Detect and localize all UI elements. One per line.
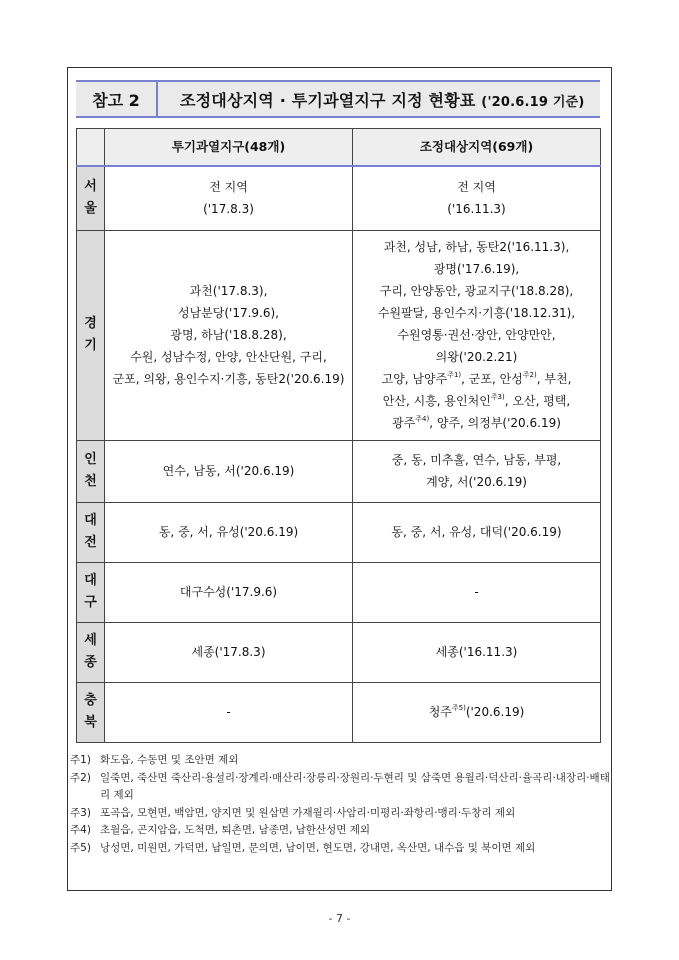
table-row xyxy=(77,166,601,230)
footnote-ref: 주2) xyxy=(522,371,537,379)
adjustment-cell xyxy=(353,682,601,742)
cell-text: , 오산, 평택, xyxy=(504,394,571,408)
region-char: 천 xyxy=(84,474,97,489)
footnote-ref: 주5) xyxy=(451,704,466,712)
footnote-item xyxy=(70,752,610,770)
region-char: 북 xyxy=(84,715,97,730)
cell-text: , 군포, 안성 xyxy=(461,372,523,386)
table-row xyxy=(77,502,601,562)
region-char: 세 xyxy=(84,633,97,648)
region-char: 기 xyxy=(84,338,97,353)
cell-line: ('16.11.3) xyxy=(447,202,506,217)
region-char: 전 xyxy=(84,535,97,550)
region-char: 울 xyxy=(84,201,97,217)
cell-line: - xyxy=(474,585,479,599)
region-cell-seoul xyxy=(77,166,105,230)
footnote-number: 주2) xyxy=(70,771,91,784)
cell-line: 구리, 안양동안, 광교지구('18.8.28), xyxy=(379,284,574,298)
table-row xyxy=(77,682,601,742)
cell-line: 광명, 하남('18.8.28), xyxy=(170,328,287,342)
adjustment-cell xyxy=(353,502,601,562)
speculation-cell xyxy=(105,440,353,502)
cell-line xyxy=(357,390,596,412)
col-header-adjustment: 조정대상지역(69개) xyxy=(353,129,601,167)
region-cell-daejeon xyxy=(77,502,105,562)
footnote-item xyxy=(70,822,610,840)
designation-table xyxy=(76,128,601,743)
adjustment-cell xyxy=(353,230,601,440)
corner-cell xyxy=(77,129,105,167)
cell-line: 중, 동, 미추홀, 연수, 남동, 부평, xyxy=(391,453,562,467)
cell-line xyxy=(357,368,596,390)
table-header-row xyxy=(77,129,601,167)
page-title xyxy=(158,88,585,111)
footnote-ref: 주4) xyxy=(415,415,430,423)
table-row xyxy=(77,622,601,682)
footnote-item xyxy=(70,770,610,805)
region-cell-sejong xyxy=(77,622,105,682)
reference-label: 참고 2 xyxy=(76,82,158,116)
cell-line: - xyxy=(226,705,231,719)
speculation-cell xyxy=(105,682,353,742)
region-cell-gyeonggi xyxy=(77,230,105,440)
adjustment-cell xyxy=(353,562,601,622)
region-char: 충 xyxy=(84,693,97,708)
col-header-speculation: 투기과열지구(48개) xyxy=(105,129,353,167)
cell-line: 연수, 남동, 서('20.6.19) xyxy=(162,464,295,478)
footnote-text: 화도읍, 수동면 및 조안면 제외 xyxy=(100,754,239,766)
footnote-item xyxy=(70,840,610,858)
cell-text: , 양주, 의정부('20.6.19) xyxy=(429,416,561,430)
speculation-cell xyxy=(105,622,353,682)
cell-line: 광명('17.6.19), xyxy=(433,262,520,276)
region-char: 경 xyxy=(84,316,97,331)
table-row xyxy=(77,440,601,502)
region-char: 구 xyxy=(84,595,97,610)
speculation-cell xyxy=(105,502,353,562)
region-char: 서 xyxy=(84,179,97,195)
cell-text: 고양, 남양주 xyxy=(381,372,448,386)
cell-line: 성남분당('17.9.6), xyxy=(177,306,279,320)
title-date: ('20.6.19 기준) xyxy=(481,94,585,110)
footnote-number: 주4) xyxy=(70,824,91,837)
cell-line: 수원영통·권선·장안, 안양만안, xyxy=(397,328,556,342)
cell-line xyxy=(357,701,596,723)
cell-line: 과천, 성남, 하남, 동탄2('16.11.3), xyxy=(383,240,570,254)
cell-line: 수원팔달, 용인수지·기흥('18.12.31), xyxy=(377,306,576,320)
footnote-text: 일죽면, 죽산면 죽산리·용설리·장계리·매산리·장릉리·장원리·두현리 및 삼죽면 용월리·덕산리·율곡리·내장리·배태리 제외 xyxy=(100,771,610,802)
cell-line: 수원, 성남수정, 안양, 안산단원, 구리, xyxy=(130,350,327,364)
cell-line: 동, 중, 서, 유성, 대덕('20.6.19) xyxy=(391,525,562,539)
speculation-cell xyxy=(105,230,353,440)
footnote-number: 주5) xyxy=(70,841,91,854)
cell-line: 전 지역 xyxy=(457,180,496,195)
cell-line: 대구수성('17.9.6) xyxy=(179,585,278,599)
page-number: - 7 - xyxy=(328,912,351,925)
speculation-cell xyxy=(105,166,353,230)
region-char: 대 xyxy=(84,573,97,588)
footnote-item xyxy=(70,805,610,823)
cell-line: 전 지역 xyxy=(209,180,248,195)
cell-text: 광주 xyxy=(392,416,416,430)
footnote-ref: 주3) xyxy=(490,393,505,401)
footnote-text: 초월읍, 곤지암읍, 도척면, 퇴촌면, 남종면, 남한산성면 제외 xyxy=(100,824,371,837)
cell-line: 세종('17.8.3) xyxy=(191,645,266,659)
region-cell-incheon xyxy=(77,440,105,502)
cell-line: 과천('17.8.3), xyxy=(189,284,268,298)
title-main: 조정대상지역 · 투기과열지구 지정 현황표 xyxy=(180,90,476,110)
footnote-number: 주1) xyxy=(70,754,91,766)
cell-text: , 부천, xyxy=(536,372,572,386)
region-cell-daegu xyxy=(77,562,105,622)
region-char: 인 xyxy=(84,452,97,467)
footnote-text: 포곡읍, 모현면, 백암면, 양지면 및 원삼면 가재월리·사암리·미평리·좌항리·맹리·두창리 제외 xyxy=(100,806,516,819)
cell-line: 동, 중, 서, 유성('20.6.19) xyxy=(158,525,299,539)
adjustment-cell xyxy=(353,166,601,230)
cell-line: 군포, 의왕, 용인수지·기흥, 동탄2('20.6.19) xyxy=(112,372,345,386)
cell-line: 계양, 서('20.6.19) xyxy=(426,475,527,489)
cell-text: 청주 xyxy=(428,705,452,719)
cell-line xyxy=(357,412,596,434)
speculation-cell xyxy=(105,562,353,622)
region-char: 종 xyxy=(84,655,97,670)
cell-line: 의왕('20.2.21) xyxy=(435,350,518,364)
adjustment-cell xyxy=(353,622,601,682)
footnote-number: 주3) xyxy=(70,806,91,819)
cell-text: ('20.6.19) xyxy=(465,705,525,719)
title-bar xyxy=(76,80,600,118)
cell-line: 세종('16.11.3) xyxy=(435,645,518,659)
footnotes xyxy=(70,752,610,858)
footnote-ref: 주1) xyxy=(447,371,462,379)
cell-text: 안산, 시흥, 용인처인 xyxy=(382,394,491,408)
adjustment-cell xyxy=(353,440,601,502)
region-cell-chungbuk xyxy=(77,682,105,742)
region-char: 대 xyxy=(84,513,97,528)
footnote-text: 낭성면, 미원면, 가덕면, 남일면, 문의면, 남이면, 현도면, 강내면, 옥산면, 내수읍 및 북이면 제외 xyxy=(100,841,536,854)
cell-line: ('17.8.3) xyxy=(203,202,254,217)
table-row xyxy=(77,562,601,622)
table-row xyxy=(77,230,601,440)
